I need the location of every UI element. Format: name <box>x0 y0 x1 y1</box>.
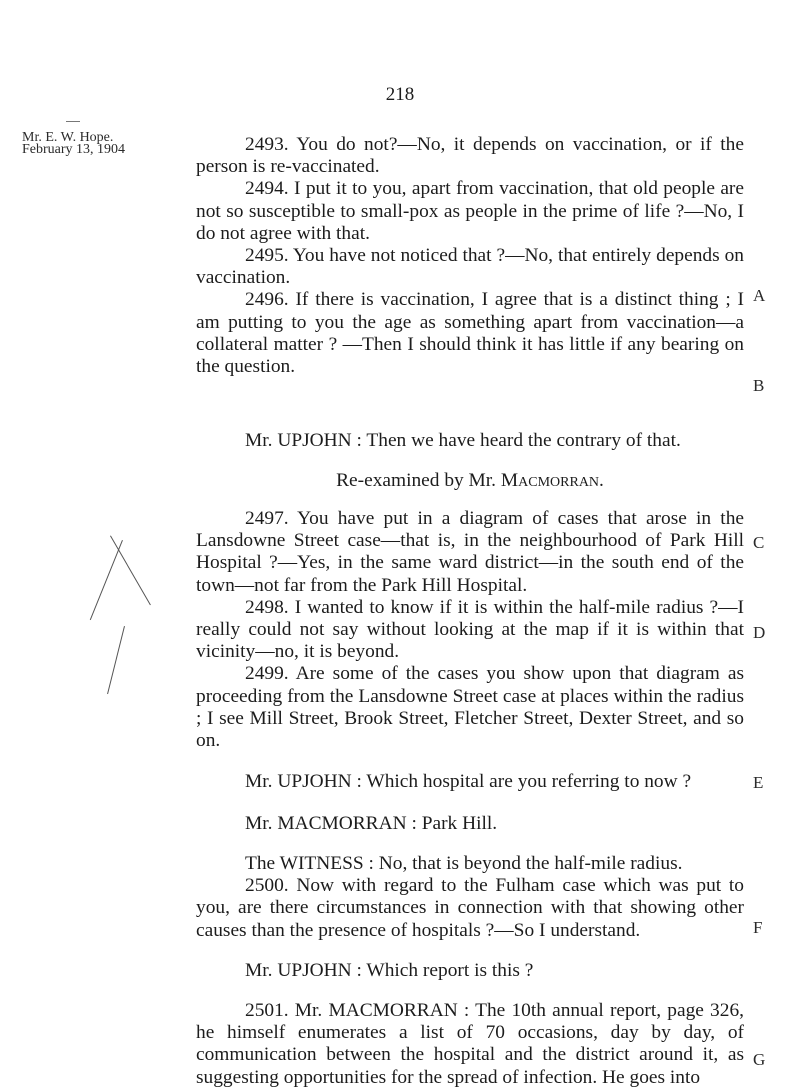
question-2494: 2494. I put it to you, apart from vaccination, that old people are not so susceptible to small-pox as people in the prime of life ?—No, I do not agree with that. <box>196 178 744 244</box>
macmorran-remark-1-block <box>196 813 744 835</box>
margin-letter: B <box>753 376 765 395</box>
testimony-block-2 <box>196 508 744 752</box>
question-2495: 2495. You have not noticed that ?—No, that entirely depends on vaccination. <box>196 245 744 289</box>
question-2498: 2498. I wanted to know if it is within the half-mile radius ?—I really could not say without looking at the map if it is within that vicinity—no, it is beyond. <box>196 596 744 663</box>
question-2500: 2500. Now with regard to the Fulham case which was put to you, are there circumstances in connection with that showing other causes than the presence of hospitals ?—So I understand. <box>196 875 744 941</box>
question-2496: 2496. If there is vaccination, I agree that is a distinct thing ; I am putting to you the age as something apart from vaccination—a collateral matter ? —Then I should think it has little if any bearing on the question. <box>196 289 744 378</box>
margin-rule <box>66 121 80 122</box>
upjohn-remark-2: Mr. UPJOHN : Which hospital are you referring to now ? <box>245 771 692 792</box>
margin-letter: D <box>753 623 766 642</box>
testimony-block-1 <box>196 134 744 378</box>
upjohn-remark-2-block <box>196 771 744 793</box>
upjohn-remark-3-block <box>196 960 744 982</box>
testimony-block-3 <box>196 853 744 942</box>
margin-letter: G <box>753 1050 766 1069</box>
testimony-block-4 <box>196 1000 744 1089</box>
margin-mark-stroke <box>90 540 123 620</box>
question-2493: 2493. You do not?—No, it depends on vaccination, or if the person is re-vaccinated. <box>196 134 744 178</box>
question-2501: 2501. Mr. MACMORRAN : The 10th annual report, page 326, he himself enumerates a list of 70 occasions, day by day, of communication between the hospital and the district around it, as suggesting opportunities for the spread of infection. He goes into <box>196 1000 744 1088</box>
question-2497: 2497. You have put in a diagram of cases that arose in the Lansdowne Street case—that is, in the neighbourhood of Park Hill Hospital ?—Yes, in the same ward district—in the south end of the town—not far from the Park Hill Hospital. <box>196 508 744 596</box>
upjohn-remark-3: Mr. UPJOHN : Which report is this ? <box>245 960 534 981</box>
witness-remark: The WITNESS : No, that is beyond the half-mile radius. <box>245 853 683 874</box>
margin-letter: F <box>753 918 763 937</box>
macmorran-remark-1: Mr. MACMORRAN : Park Hill. <box>245 813 498 834</box>
margin-letter: A <box>753 286 766 305</box>
reexamination-name: Macmorran. <box>500 470 604 491</box>
reexamination-heading <box>196 470 744 492</box>
margin-mark-stroke <box>107 626 125 694</box>
margin-date: February 13, 1904 <box>22 142 126 157</box>
margin-witness: Mr. E. W. Hope. <box>22 130 114 145</box>
page-number: 218 <box>385 84 415 105</box>
upjohn-remark-1-block <box>196 430 744 452</box>
upjohn-remark-1: Mr. UPJOHN : Then we have heard the contrary of that. <box>245 430 681 451</box>
margin-mark-stroke <box>110 535 151 605</box>
margin-letter: C <box>753 533 765 552</box>
question-2499: 2499. Are some of the cases you show upon that diagram as proceeding from the Lansdowne Street case at places within the radius ; I see Mill Street, Brook Street, Fletcher Street, Dexter Street, and so on. <box>196 663 744 752</box>
reexamination-prefix: Re-examined by Mr. <box>336 470 497 491</box>
margin-letter: E <box>753 773 764 792</box>
